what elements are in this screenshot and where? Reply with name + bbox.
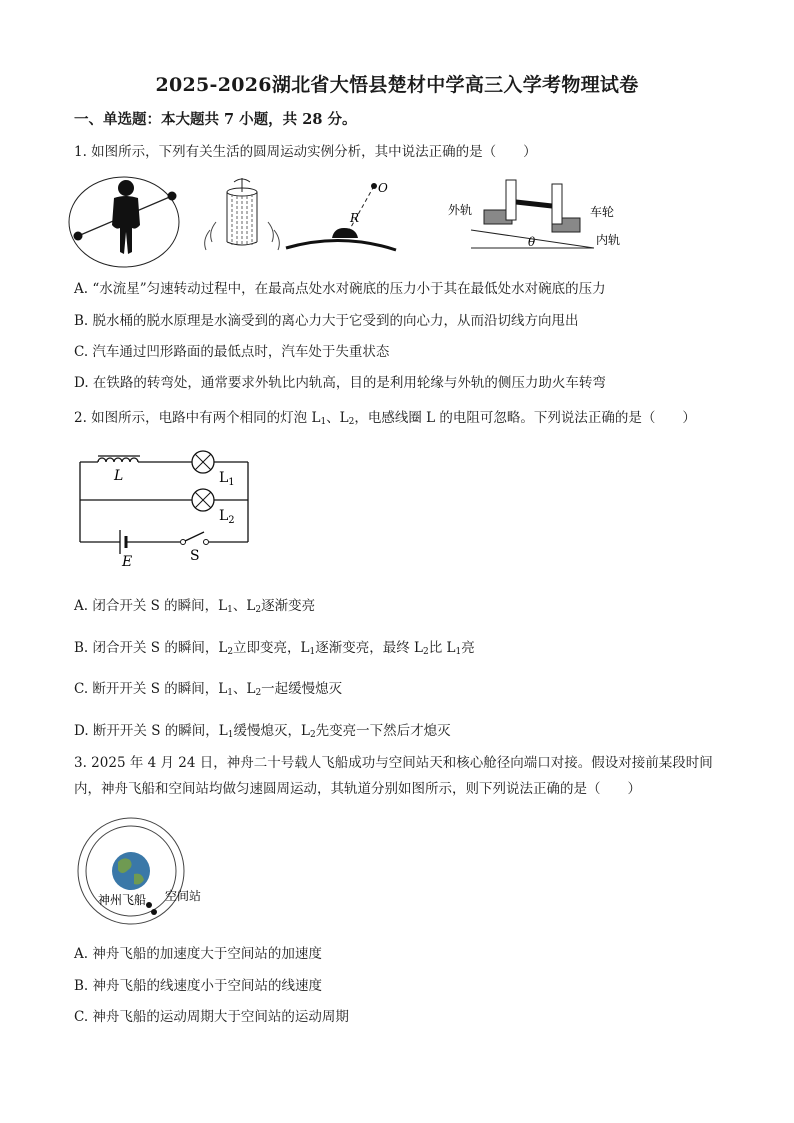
railway-figure — [448, 180, 620, 249]
water-meteor-figure — [69, 177, 179, 267]
section-heading: 一、单选题：本大题共 7 小题，共 28 分。 — [74, 111, 357, 128]
q2-option-c[interactable]: C. 断开开关 S 的瞬间，$L_1$、$L_2$一起缓慢熄灭 — [74, 681, 343, 698]
concave-road-figure — [286, 181, 396, 250]
q3-option-a[interactable]: A. 神舟飞船的加速度大于空间站的加速度 — [74, 946, 322, 962]
spin-dryer-figure — [205, 178, 280, 250]
exam-title: 2025-2026湖北省大悟县楚材中学高三入学考物理试卷 — [155, 74, 639, 96]
label-l2: $L_2$ — [219, 508, 235, 526]
question-1-stem: 1. 如图所示，下列有关生活的圆周运动实例分析，其中说法正确的是（ ） — [74, 144, 537, 160]
label-o: O — [378, 181, 388, 195]
label-theta: θ — [528, 235, 536, 249]
orbit-diagram — [66, 816, 236, 926]
question-1-figures — [66, 170, 636, 270]
label-outer-rail: 外轨 — [448, 203, 473, 217]
q3-option-b[interactable]: B. 神舟飞船的线速度小于空间站的线速度 — [74, 978, 323, 994]
q2-option-d[interactable]: D. 断开开关 S 的瞬间，$L_1$缓慢熄灭，$L_2$先变亮一下然后才熄灭 — [74, 723, 451, 740]
label-station: 空间站 — [165, 889, 202, 903]
q1-option-a[interactable]: A. “水流星”匀速转动过程中，在最高点处水对碗底的压力小于其在最低处水对碗底的压力 — [74, 281, 606, 297]
q3-option-c[interactable]: C. 神舟飞船的运动周期大于空间站的运动周期 — [74, 1009, 349, 1025]
label-s: S — [190, 548, 200, 564]
label-ship: 神州飞船 — [98, 893, 147, 907]
q1-option-b[interactable]: B. 脱水桶的脱水原理是水滴受到的离心力大于它受到的向心力，从而沿切线方向甩出 — [74, 313, 579, 329]
label-wheel: 车轮 — [590, 205, 615, 219]
q2-option-b[interactable]: B. 闭合开关 S 的瞬间，$L_2$立即变亮，$L_1$逐渐变亮，最终 $L_2$比 $L_1$亮 — [74, 640, 475, 657]
label-inductor: L — [114, 468, 124, 484]
question-3-stem: 3. 2025 年 4 月 24 日，神舟二十号载人飞船成功与空间站天和核心舱径向端口对接。假设对接前某段时间内，神舟飞船和空间站均做匀速圆周运动，其轨道分别如图所示，则下列说法正确的是（ ） — [74, 755, 713, 797]
circuit-diagram — [70, 442, 260, 570]
label-e: E — [122, 554, 133, 570]
label-l1: $L_1$ — [219, 470, 235, 488]
q1-option-c[interactable]: C. 汽车通过凹形路面的最低点时，汽车处于失重状态 — [74, 344, 390, 360]
q2-option-a[interactable]: A. 闭合开关 S 的瞬间，$L_1$、$L_2$逐渐变亮 — [74, 598, 316, 615]
label-r: R — [350, 211, 360, 225]
q1-option-d[interactable]: D. 在铁路的转弯处，通常要求外轨比内轨高，目的是利用轮缘与外轨的侧压力助火车转弯 — [74, 375, 606, 391]
question-2-stem: 2. 如图所示，电路中有两个相同的灯泡 $L_1$、$L_2$，电感线圈 L 的电阻可忽略。下列说法正确的是（ ） — [74, 410, 696, 427]
label-inner-rail: 内轨 — [596, 233, 621, 247]
